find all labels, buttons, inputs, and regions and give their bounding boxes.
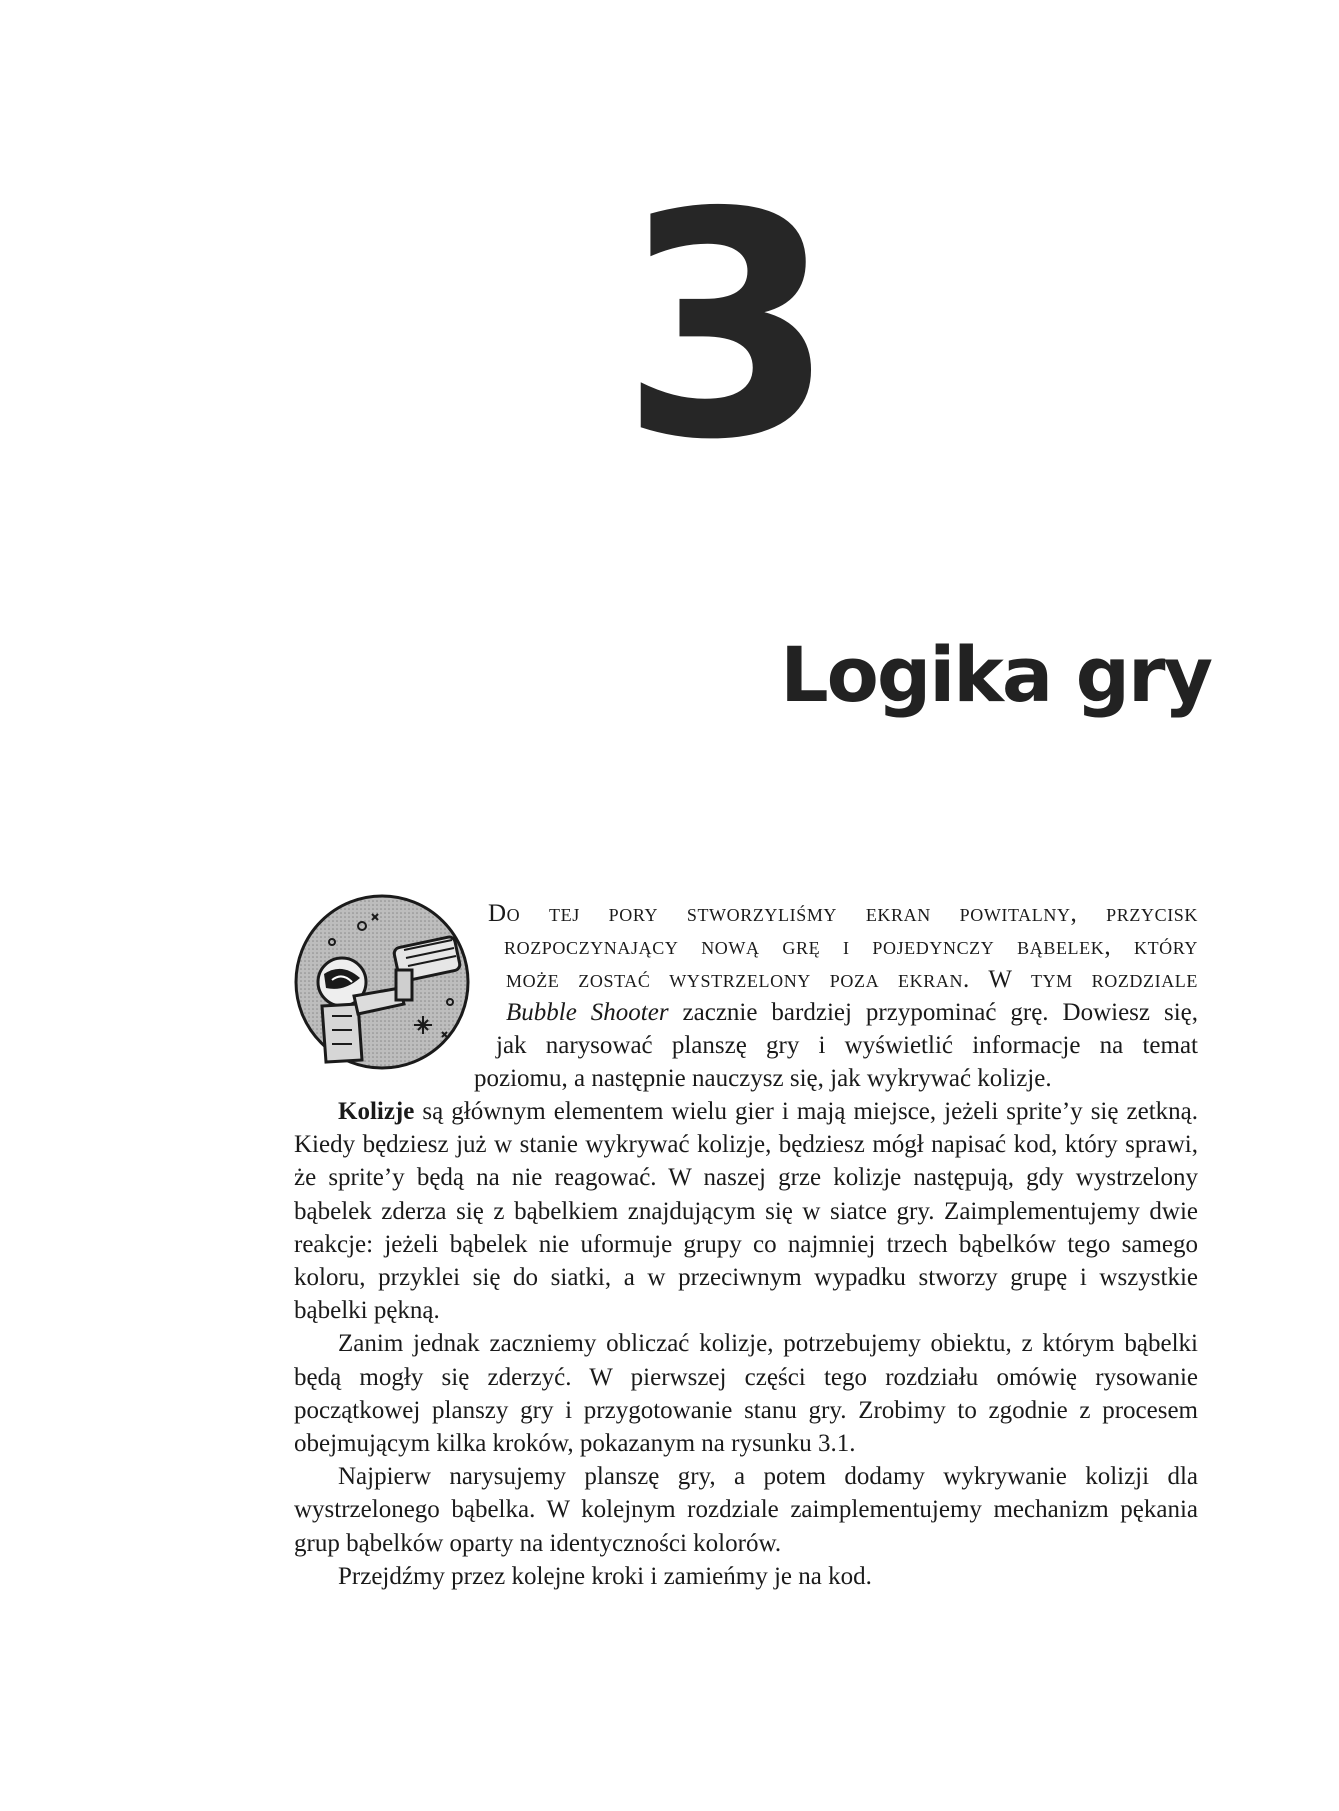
chapter-title: Logika gry — [780, 630, 1211, 719]
intro-line-4 — [506, 996, 1198, 1029]
intro-line-5: jak narysować planszę gry i wyświetlić informacje na temat — [496, 1032, 1198, 1059]
term-collisions: Kolizje — [338, 1098, 415, 1125]
intro-line-2: rozpoczynający nową grę i pojedynczy bąbelek, który — [504, 933, 1198, 960]
intro-line-3: może zostać wystrzelony poza ekran. W tym rozdziale — [506, 966, 1198, 993]
body-text — [294, 1095, 1198, 1593]
chapter-number: 3 — [620, 147, 832, 508]
paragraph-collisions — [294, 1095, 1198, 1327]
intro-line-6: poziomu, a następnie nauczysz się, jak wykrywać kolizje. — [474, 1065, 1052, 1092]
paragraph-collisions-text: są głównym elementem wielu gier i mają miejsce, jeżeli sprite’y się zetkną. Kiedy będziesz już w stanie wykrywać kolizje, będziesz mógł napisać kod, który sprawi, że sprite’y będą na nie reagować. W naszej grze kolizje następują, gdy wystrzelony bąbelek zderza się z bąbelkiem znajdującym się w siatce gry. Zaimplementujemy dwie reakcje: jeżeli bąbelek nie uformuje grupy co najmniej trzech bąbelków tego samego koloru, przyklei się do siatki, a w przeciwnym wypadku stworzy grupę i wszystkie bąbelki pękną. — [294, 1098, 1198, 1325]
intro-line-1: Do tej pory stworzyliśmy ekran powitalny, przycisk — [488, 900, 1198, 927]
robot-illustration-icon — [292, 892, 472, 1072]
book-title: Bubble Shooter — [506, 999, 669, 1026]
paragraph-plan: Najpierw narysujemy planszę gry, a potem dodamy wykrywanie kolizji dla wystrzelonego bąbelka. W kolejnym rozdziale zaimplementujemy mechanizm pękania grup bąbelków oparty na identyczności kolorów. — [294, 1463, 1198, 1557]
paragraph-board: Zanim jednak zaczniemy obliczać kolizje, potrzebujemy obiektu, z którym bąbelki będą mogły się zderzyć. W pierwszej części tego rozdziału omówię rysowanie początkowej planszy gry i przygotowanie stanu gry. Zrobimy to zgodnie z procesem obejmującym kilka kroków, pokazanym na rysunku 3.1. — [294, 1330, 1198, 1458]
paragraph-next: Przejdźmy przez kolejne kroki i zamieńmy je na kod. — [338, 1562, 872, 1590]
intro-line-4-text: zacznie bardziej przypominać grę. Dowiesz się, — [668, 999, 1198, 1026]
